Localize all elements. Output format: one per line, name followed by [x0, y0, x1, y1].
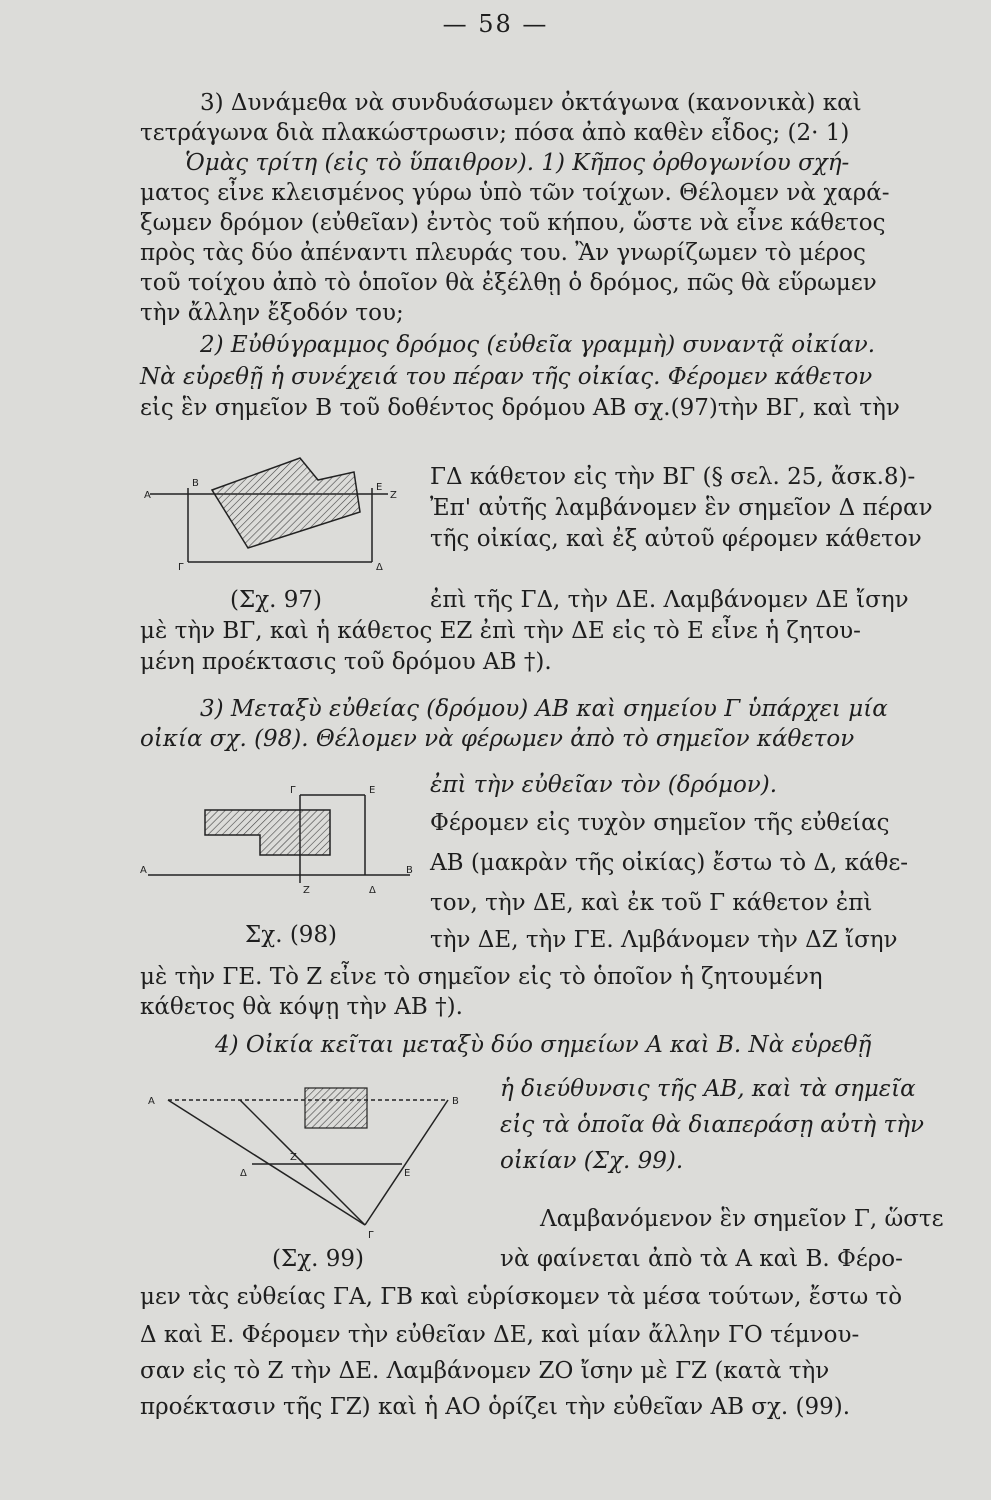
fig97-label-a: Α — [144, 490, 151, 501]
text-line: ἡ διεύθυνσις τῆς ΑΒ, καὶ τὰ σημεῖα — [500, 1076, 916, 1102]
text-line: ΓΔ κάθετον εἰς τὴν ΒΓ (§ σελ. 25, ἄσκ.8)- — [430, 464, 916, 490]
text-line: ξωμεν δρόμον (εὐθεῖαν) ἐντὸς τοῦ κήπου, ὥστε νὰ εἶνε κάθετος — [140, 210, 886, 236]
fig97-label-z: Ζ — [390, 490, 397, 501]
text-line: οἰκίαν (Σχ. 99). — [500, 1148, 684, 1174]
text-line: ΑΒ (μακρὰν τῆς οἰκίας) ἔστω τὸ Δ, κάθε- — [430, 850, 909, 876]
fig99-label-z: Ζ — [290, 1152, 297, 1163]
text-line: 3) Δυνάμεθα νὰ συνδυάσωμεν ὀκτάγωνα (κανονικὰ) καὶ — [200, 90, 862, 116]
text-line: κάθετος θὰ κόψῃ τὴν ΑΒ †). — [140, 994, 463, 1020]
fig99-label-b: Β — [452, 1096, 459, 1107]
text-line: Φέρομεν εἰς τυχὸν σημεῖον τῆς εὐθείας — [430, 810, 890, 836]
text-line: ἐπὶ τῆς ΓΔ, τὴν ΔΕ. Λαμβάνομεν ΔΕ ἴσην — [430, 587, 909, 613]
figure-97-caption: (Σχ. 97) — [230, 587, 323, 613]
text-line: τοῦ τοίχου ἀπὸ τὸ ὁποῖον θὰ ἐξέλθῃ ὁ δρόμος, πῶς θὰ εὕρωμεν — [140, 270, 877, 296]
fig97-label-d: Δ — [376, 562, 383, 573]
page-number: — 58 — — [442, 10, 549, 38]
text-line: οἰκία σχ. (98). Θέλομεν νὰ φέρωμεν ἀπὸ τὸ σημεῖον κάθετον — [140, 726, 855, 752]
fig99-label-d: Δ — [240, 1168, 247, 1179]
text-line: 4) Οἰκία κεῖται μεταξὺ δύο σημείων Α καὶ Β. Νὰ εὑρεθῇ — [215, 1032, 872, 1058]
text-line: μεν τὰς εὐθείας ΓΑ, ΓΒ καὶ εὑρίσκομεν τὰ μέσα τούτων, ἔστω τὸ — [140, 1284, 903, 1310]
text-line: τετράγωνα διὰ πλακώστρωσιν; πόσα ἀπὸ καθὲν εἶδος; (2· 1) — [140, 120, 850, 146]
fig98-label-b: Β — [406, 865, 413, 876]
text-line: νὰ φαίνεται ἀπὸ τὰ Α καὶ Β. Φέρο- — [500, 1246, 903, 1272]
text-line: εἰς ἓν σημεῖον Β τοῦ δοθέντος δρόμου ΑΒ σχ.(97)τὴν ΒΓ, καὶ τὴν — [140, 395, 900, 421]
text-line: σαν εἰς τὸ Ζ τὴν ΔΕ. Λαμβάνομεν ΖΟ ἴσην μὲ ΓΖ (κατὰ τὴν — [140, 1358, 830, 1384]
fig97-label-g: Γ — [178, 562, 184, 573]
text-line: Ἐπ' αὐτῆς λαμβάνομεν ἓν σημεῖον Δ πέραν — [430, 495, 933, 521]
text-line: εἰς τὰ ὁποῖα θὰ διαπεράσῃ αὐτὴ τὴν — [500, 1112, 924, 1138]
fig97-label-e: Ε — [376, 482, 383, 493]
text-line: 3) Μεταξὺ εὐθείας (δρόμου) ΑΒ καὶ σημείου Γ ὑπάρχει μία — [200, 696, 888, 722]
fig98-label-z: Ζ — [303, 885, 310, 896]
fig98-label-a: Α — [140, 865, 147, 876]
text-line: ματος εἶνε κλεισμένος γύρω ὑπὸ τῶν τοίχων. Θέλομεν νὰ χαρά- — [140, 180, 890, 206]
text-line: προέκτασιν τῆς ΓΖ) καὶ ἡ ΑΟ ὁρίζει τὴν εὐθεῖαν ΑΒ σχ. (99). — [140, 1394, 851, 1420]
figure-99 — [140, 1080, 480, 1245]
fig98-label-g: Γ — [290, 785, 296, 796]
text-line: μὲ τὴν ΒΓ, καὶ ἡ κάθετος ΕΖ ἐπὶ τὴν ΔΕ εἰς τὸ Ε εἶνε ἡ ζητου- — [140, 618, 861, 644]
figure-97 — [140, 450, 400, 575]
figure-99-caption: (Σχ. 99) — [272, 1246, 365, 1272]
fig98-label-d: Δ — [369, 885, 376, 896]
text-line: Ὁμὰς τρίτη (εἰς τὸ ὕπαιθρον). 1) Κῆπος ὀρθογωνίου σχή- — [185, 150, 850, 176]
text-line: τὴν ΔΕ, τὴν ΓΕ. Λμβάνομεν τὴν ΔΖ ἴσην — [430, 927, 898, 953]
text-line: Λαμβανόμενον ἓν σημεῖον Γ, ὥστε — [540, 1206, 944, 1232]
text-line: Δ καὶ Ε. Φέρομεν τὴν εὐθεῖαν ΔΕ, καὶ μίαν ἄλλην ΓΟ τέμνου- — [140, 1322, 860, 1348]
text-line: τὴν ἄλλην ἔξοδόν του; — [140, 300, 404, 326]
fig99-label-e: Ε — [404, 1168, 411, 1179]
text-line: πρὸς τὰς δύο ἀπέναντι πλευράς του. Ἂν γνωρίζωμεν τὸ μέρος — [140, 240, 866, 266]
text-line: ἐπὶ τὴν εὐθεῖαν τὸν (δρόμον). — [430, 772, 778, 798]
text-line: μὲ τὴν ΓΕ. Τὸ Ζ εἶνε τὸ σημεῖον εἰς τὸ ὁποῖον ἡ ζητουμένη — [140, 964, 823, 990]
figure-98 — [140, 775, 420, 900]
fig99-label-a: Α — [148, 1096, 155, 1107]
text-line: 2) Εὐθύγραμμος δρόμος (εὐθεῖα γραμμὴ) συναντᾷ οἰκίαν. — [200, 332, 876, 358]
fig98-label-e: Ε — [369, 785, 376, 796]
figure-98-caption: Σχ. (98) — [245, 922, 338, 948]
fig97-label-b: Β — [192, 478, 199, 489]
text-line: μένη προέκτασις τοῦ δρόμου ΑΒ †). — [140, 649, 552, 675]
text-line: τον, τὴν ΔΕ, καὶ ἐκ τοῦ Γ κάθετον ἐπὶ — [430, 890, 873, 916]
text-line: τῆς οἰκίας, καὶ ἐξ αὐτοῦ φέρομεν κάθετον — [430, 526, 922, 552]
fig99-label-g: Γ — [368, 1230, 374, 1241]
text-line: Νὰ εὑρεθῇ ἡ συνέχειά του πέραν τῆς οἰκίας. Φέρομεν κάθετον — [140, 364, 873, 390]
